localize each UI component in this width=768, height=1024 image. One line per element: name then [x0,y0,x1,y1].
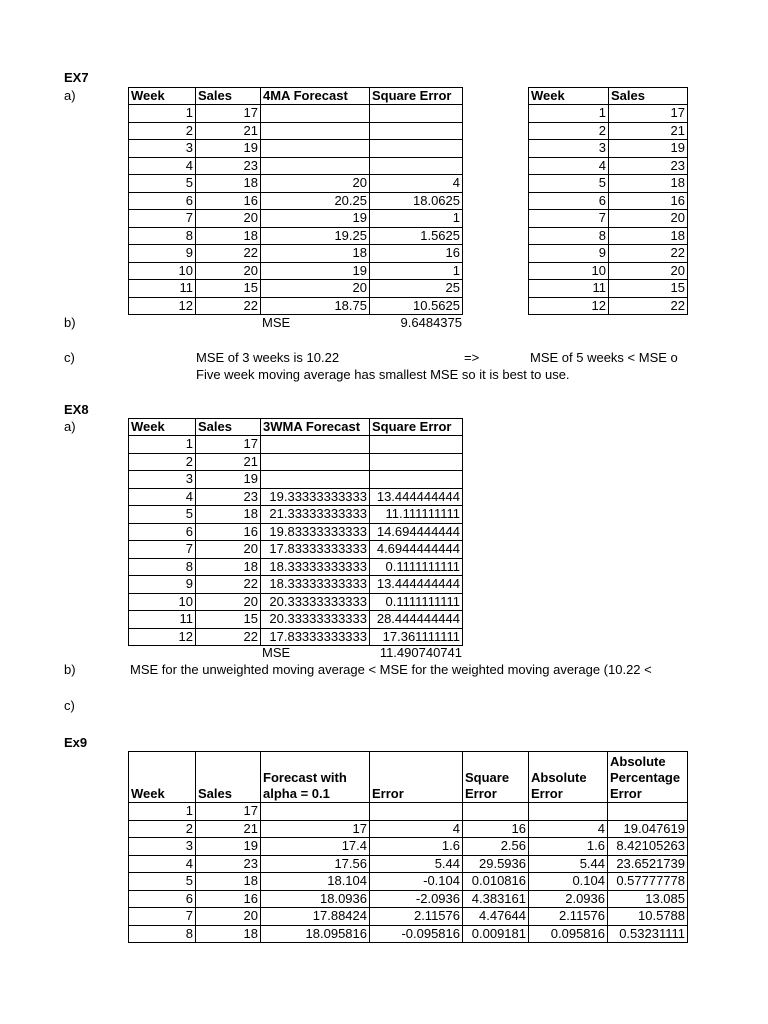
table-cell: 22 [609,297,688,315]
table-cell [261,157,370,175]
table-cell: 20 [196,908,261,926]
table-cell: 1.6 [370,838,463,856]
table-cell [261,453,370,471]
table-cell: 19 [196,140,261,158]
ex8-mse-value: 11.490740741 [379,645,462,660]
table-cell: 16 [196,890,261,908]
table-cell: 21 [609,122,688,140]
column-header: Week [129,419,196,436]
ex7-table-row [129,122,463,140]
table-cell: 17 [196,436,261,454]
ex7-table-header-row [129,88,463,105]
ex8-table-row [129,593,463,611]
table-cell: 5.44 [529,855,608,873]
ex7-part-a-label: a) [64,88,76,103]
ex8-part-a-label: a) [64,419,76,434]
table-cell: 2.11576 [370,908,463,926]
ex7-c-text-2: MSE of 5 weeks < MSE o [530,350,678,365]
table-cell: 1 [129,105,196,123]
column-header: Week [129,88,196,105]
table-cell [529,803,608,821]
ex9-table-row [129,803,688,821]
table-cell: 2 [129,122,196,140]
ex7-part-b-label: b) [64,315,76,330]
table-cell: 23 [609,157,688,175]
table-cell [370,436,463,454]
ex7-mse-value: 9.6484375 [400,315,462,330]
table-cell: 17 [196,803,261,821]
table-cell [261,803,370,821]
table-cell: 9 [129,576,196,594]
ex8-table-row [129,541,463,559]
table-cell: 21 [196,122,261,140]
table-cell: 8 [129,925,196,943]
table-cell: 2 [129,820,196,838]
ex7-right-table-row [529,280,688,298]
table-cell: 2.56 [463,838,529,856]
column-header: Sales [196,419,261,436]
table-cell [261,105,370,123]
ex9-table [128,751,688,943]
table-cell: 1 [129,803,196,821]
ex9-table-row [129,908,688,926]
table-cell [370,157,463,175]
table-cell: 3 [129,471,196,489]
table-cell: 17.361111111 [370,628,463,646]
table-cell: 19.25 [261,227,370,245]
table-cell: 2.0936 [529,890,608,908]
table-cell: 5 [529,175,609,193]
ex7-right-table-row [529,157,688,175]
table-cell: 0.104 [529,873,608,891]
table-cell: 18 [261,245,370,263]
table-cell [463,803,529,821]
ex7-table-row [129,175,463,193]
table-cell: 10.5788 [608,908,688,926]
column-header: Error [370,752,463,803]
table-cell: 1.5625 [370,227,463,245]
ex9-title: Ex9 [64,735,88,750]
table-cell: 14.694444444 [370,523,463,541]
column-header: Absolute Error [529,752,608,803]
table-cell: 19 [261,210,370,228]
table-cell: 15 [196,280,261,298]
table-cell: 11 [529,280,609,298]
table-cell: 23.6521739 [608,855,688,873]
table-cell: 25 [370,280,463,298]
table-cell: 18.0936 [261,890,370,908]
table-cell: 4.383161 [463,890,529,908]
column-header: Forecast with alpha = 0.1 [261,752,370,803]
table-cell: 17 [261,820,370,838]
table-cell: 1 [370,262,463,280]
ex7-mse-label: MSE [262,315,291,330]
table-cell: 17.83333333333 [261,628,370,646]
table-cell: 20 [609,210,688,228]
ex8-mse-label: MSE [262,645,291,660]
table-cell: 8 [529,227,609,245]
table-cell: 1 [129,436,196,454]
table-cell: 11.111111111 [370,506,463,524]
table-cell: 8.42105263 [608,838,688,856]
ex9-table-header-row [129,752,688,803]
ex8-table-row [129,471,463,489]
table-cell [261,436,370,454]
table-cell: 6 [529,192,609,210]
table-cell: 4 [129,157,196,175]
table-cell: 19 [196,471,261,489]
table-cell: 0.095816 [529,925,608,943]
table-cell: 16 [196,192,261,210]
table-cell: 18 [196,506,261,524]
table-cell: 7 [129,210,196,228]
table-cell: 18.33333333333 [261,558,370,576]
table-cell: 18.75 [261,297,370,315]
table-cell: 20 [196,262,261,280]
table-cell: 22 [196,297,261,315]
table-cell: -2.0936 [370,890,463,908]
table-cell: 5 [129,506,196,524]
ex8-table-row [129,506,463,524]
table-cell: 2 [129,453,196,471]
table-cell: 20.33333333333 [261,611,370,629]
column-header: Sales [196,88,261,105]
table-cell: 15 [609,280,688,298]
table-cell: 19.33333333333 [261,488,370,506]
table-cell: 3 [129,140,196,158]
table-cell: 18 [196,925,261,943]
ex7-right-table-row [529,227,688,245]
ex7-table-row [129,140,463,158]
table-cell: 5 [129,873,196,891]
column-header: Square Error [463,752,529,803]
table-cell: 18 [609,227,688,245]
ex7-right-table-row [529,210,688,228]
ex7-right-table-header-row [529,88,688,105]
table-cell: 0.009181 [463,925,529,943]
table-cell: 18 [609,175,688,193]
column-header: Sales [196,752,261,803]
table-cell: 17.88424 [261,908,370,926]
table-cell: 2 [529,122,609,140]
table-cell: 12 [529,297,609,315]
ex7-c-text-3: Five week moving average has smallest MSE so it is best to use. [196,367,570,382]
table-cell: 11 [129,280,196,298]
table-cell: 2.11576 [529,908,608,926]
table-cell: -0.095816 [370,925,463,943]
ex7-right-table-row [529,192,688,210]
table-cell: 0.010816 [463,873,529,891]
ex8-table-row [129,628,463,646]
table-cell: -0.104 [370,873,463,891]
table-cell [261,140,370,158]
table-cell: 4 [529,157,609,175]
table-cell: 13.444444444 [370,576,463,594]
table-cell: 15 [196,611,261,629]
table-cell: 18.0625 [370,192,463,210]
table-cell: 10 [129,262,196,280]
table-cell: 6 [129,890,196,908]
column-header: 3WMA Forecast [261,419,370,436]
ex9-table-row [129,820,688,838]
table-cell [608,803,688,821]
table-cell: 11 [129,611,196,629]
table-cell [370,471,463,489]
ex7-table-row [129,157,463,175]
table-cell: 20 [609,262,688,280]
table-cell: 6 [129,523,196,541]
table-cell: 5.44 [370,855,463,873]
ex7-table-row [129,227,463,245]
ex8-table-row [129,576,463,594]
ex7-title: EX7 [64,70,89,85]
table-cell: 19.047619 [608,820,688,838]
table-cell: 1 [370,210,463,228]
table-cell: 7 [129,908,196,926]
table-cell: 0.1111111111 [370,558,463,576]
table-cell: 7 [529,210,609,228]
table-cell: 28.444444444 [370,611,463,629]
table-cell: 4.6944444444 [370,541,463,559]
table-cell: 0.1111111111 [370,593,463,611]
table-cell: 4 [529,820,608,838]
table-cell: 9 [129,245,196,263]
table-cell: 19.83333333333 [261,523,370,541]
table-cell: 18 [196,227,261,245]
ex7-table-row [129,245,463,263]
table-cell: 20 [196,593,261,611]
table-cell: 9 [529,245,609,263]
table-cell: 21.33333333333 [261,506,370,524]
ex7-part-c-label: c) [64,350,75,365]
table-cell: 18 [196,175,261,193]
ex8-table-row [129,523,463,541]
table-cell: 20 [261,280,370,298]
table-cell: 1 [529,105,609,123]
ex9-table-row [129,873,688,891]
ex7-right-table [528,87,688,315]
ex7-table-row [129,210,463,228]
ex8-table-row [129,611,463,629]
table-cell: 19 [261,262,370,280]
table-cell: 10.5625 [370,297,463,315]
ex8-b-text: MSE for the unweighted moving average < MSE for the weighted moving average (10.22 < [130,662,652,677]
ex8-table-row [129,558,463,576]
ex7-right-table-row [529,262,688,280]
table-cell: 17.4 [261,838,370,856]
table-cell: 12 [129,297,196,315]
table-cell: 4 [370,175,463,193]
table-cell: 21 [196,820,261,838]
table-cell: 22 [609,245,688,263]
ex8-table-row [129,488,463,506]
table-cell: 3 [529,140,609,158]
table-cell: 10 [529,262,609,280]
ex7-right-table-row [529,122,688,140]
table-cell: 8 [129,558,196,576]
table-cell: 18 [196,558,261,576]
ex9-table-row [129,890,688,908]
table-cell: 18 [196,873,261,891]
table-cell: 6 [129,192,196,210]
table-cell: 4.47644 [463,908,529,926]
ex8-title: EX8 [64,402,89,417]
table-cell: 7 [129,541,196,559]
ex7-table-row [129,280,463,298]
ex8-part-b-label: b) [64,662,76,677]
table-cell: 21 [196,453,261,471]
table-cell: 3 [129,838,196,856]
table-cell [370,140,463,158]
table-cell: 23 [196,157,261,175]
table-cell: 19 [609,140,688,158]
ex7-table [128,87,463,315]
ex8-table-row [129,453,463,471]
ex7-right-table-row [529,140,688,158]
ex7-c-arrow: => [464,350,480,365]
column-header: Square Error [370,88,463,105]
table-cell: 10 [129,593,196,611]
table-cell: 4 [370,820,463,838]
table-cell: 22 [196,245,261,263]
table-cell: 16 [609,192,688,210]
table-cell: 20.25 [261,192,370,210]
ex9-table-row [129,855,688,873]
table-cell: 17 [609,105,688,123]
ex8-part-c-label: c) [64,698,75,713]
table-cell [261,122,370,140]
ex7-right-table-row [529,245,688,263]
ex7-right-table-row [529,105,688,123]
column-header: Square Error [370,419,463,436]
table-cell: 8 [129,227,196,245]
table-cell: 16 [196,523,261,541]
table-cell: 23 [196,488,261,506]
table-cell: 18.33333333333 [261,576,370,594]
ex7-table-row [129,297,463,315]
ex7-table-row [129,105,463,123]
table-cell: 23 [196,855,261,873]
table-cell: 17.56 [261,855,370,873]
column-header: Absolute Percentage Error [608,752,688,803]
table-cell: 4 [129,855,196,873]
table-cell: 17.83333333333 [261,541,370,559]
table-cell: 18.104 [261,873,370,891]
table-cell: 20 [261,175,370,193]
ex7-c-text-1: MSE of 3 weeks is 10.22 [196,350,340,365]
column-header: Week [129,752,196,803]
ex7-table-row [129,192,463,210]
ex7-right-table-row [529,297,688,315]
table-cell [370,803,463,821]
ex9-table-row [129,838,688,856]
table-cell: 12 [129,628,196,646]
table-cell: 29.5936 [463,855,529,873]
table-cell: 5 [129,175,196,193]
ex8-table-header-row [129,419,463,436]
table-cell: 17 [196,105,261,123]
ex7-right-table-row [529,175,688,193]
table-cell [370,453,463,471]
column-header: Sales [609,88,688,105]
table-cell [370,122,463,140]
ex8-table [128,418,463,646]
ex7-table-row [129,262,463,280]
table-cell: 4 [129,488,196,506]
table-cell: 18.095816 [261,925,370,943]
table-cell: 13.444444444 [370,488,463,506]
table-cell: 22 [196,628,261,646]
ex8-table-row [129,436,463,454]
column-header: Week [529,88,609,105]
column-header: 4MA Forecast [261,88,370,105]
table-cell: 16 [370,245,463,263]
table-cell: 1.6 [529,838,608,856]
table-cell: 22 [196,576,261,594]
ex9-table-row [129,925,688,943]
table-cell: 19 [196,838,261,856]
table-cell: 20 [196,210,261,228]
table-cell: 0.53231111 [608,925,688,943]
table-cell [261,471,370,489]
table-cell: 13.085 [608,890,688,908]
table-cell: 20 [196,541,261,559]
table-cell: 20.33333333333 [261,593,370,611]
table-cell [370,105,463,123]
table-cell: 0.57777778 [608,873,688,891]
table-cell: 16 [463,820,529,838]
